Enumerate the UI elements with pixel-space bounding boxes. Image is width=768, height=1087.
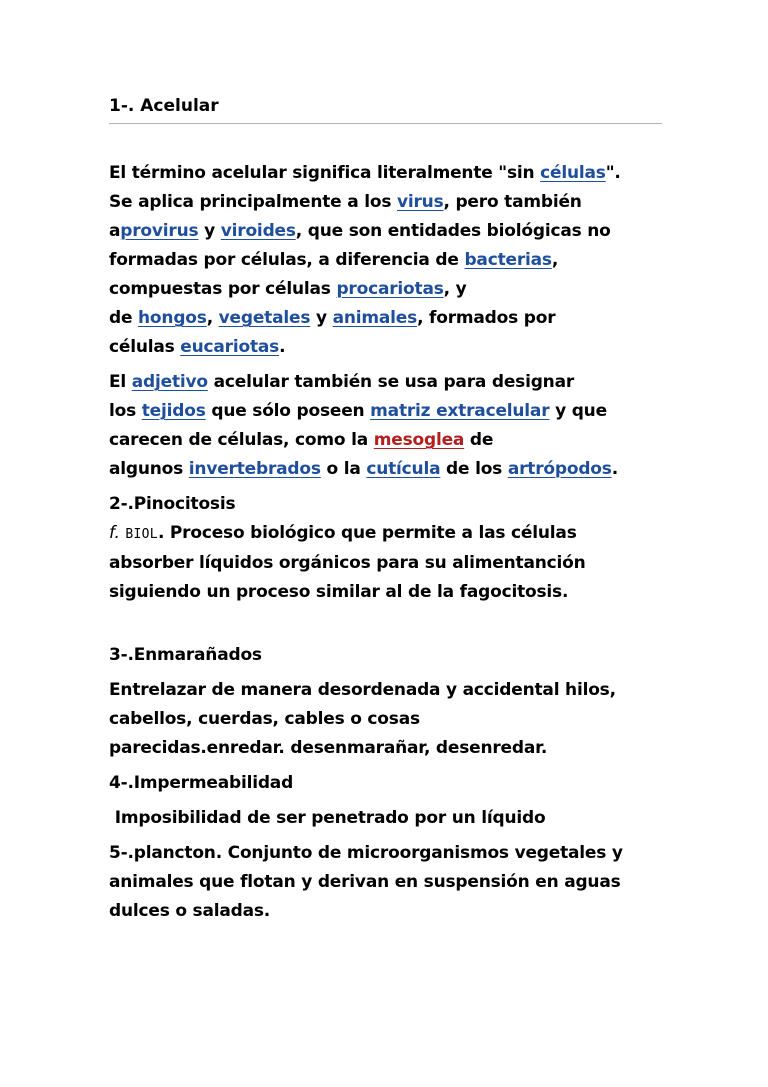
section-1-paragraph-2: El adjetivo acelular también se usa para designar los tejidos que sólo poseen matriz extracelular y que carecen de células, como la mesoglea de algunos invertebrados o la cutícula de los artrópodos. [109, 372, 618, 479]
link-mesoglea[interactable]: mesoglea [373, 430, 465, 450]
section-1-paragraph-1: El término acelular significa literalmente "sin células". Se aplica principalmente a los virus, pero también aprovirus y viroides, que son entidades biológicas no formadas por células, a diferencia de bacterias, compuestas por células procariotas, y de hongos, vegetales y animales, formados por células eucariotas. [109, 163, 621, 357]
abbr-biol: BIOL [125, 527, 158, 542]
section-5: 5-.plancton. Conjunto de microorganismos vegetales y animales que flotan y derivan en suspensión en aguas dulces o saladas. [109, 843, 623, 921]
link-bacterias[interactable]: bacterias [464, 250, 552, 270]
section-2-heading: 2-.Pinocitosis [109, 494, 236, 514]
section-1-heading: 1-. Acelular [109, 92, 662, 124]
link-procariotas[interactable]: procariotas [336, 279, 444, 299]
section-3-body: Entrelazar de manera desordenada y accidental hilos, cabellos, cuerdas, cables o cosas parecidas.enredar. desenmarañar, desenredar. [109, 680, 616, 758]
link-eucariotas[interactable]: eucariotas [180, 337, 280, 357]
link-invertebrados[interactable]: invertebrados [188, 459, 321, 479]
link-virus[interactable]: virus [396, 192, 444, 212]
section-4-body: Imposibilidad de ser penetrado por un líquido [109, 808, 546, 828]
link-artropodos[interactable]: artrópodos [507, 459, 612, 479]
section-2: 2-.Pinocitosis f. BIOL. Proceso biológico que permite a las células absorber líquidos orgánicos para su alimentanción siguiendo un proceso similar al de la fagocitosis. [109, 494, 586, 602]
link-cuticula[interactable]: cutícula [366, 459, 441, 479]
link-viroides[interactable]: viroides [220, 221, 296, 241]
link-matriz-extracelular[interactable]: matriz extracelular [370, 401, 550, 421]
section-4-heading: 4-.Impermeabilidad [109, 773, 294, 793]
link-provirus[interactable]: provirus [120, 221, 199, 241]
section-3-heading: 3-.Enmarañados [109, 645, 262, 665]
link-vegetales[interactable]: vegetales [218, 308, 311, 328]
link-animales[interactable]: animales [332, 308, 418, 328]
link-hongos[interactable]: hongos [138, 308, 207, 328]
abbr-f: f. [109, 523, 120, 543]
link-tejidos[interactable]: tejidos [141, 401, 206, 421]
link-celulas[interactable]: células [540, 163, 606, 183]
link-adjetivo[interactable]: adjetivo [131, 372, 208, 392]
